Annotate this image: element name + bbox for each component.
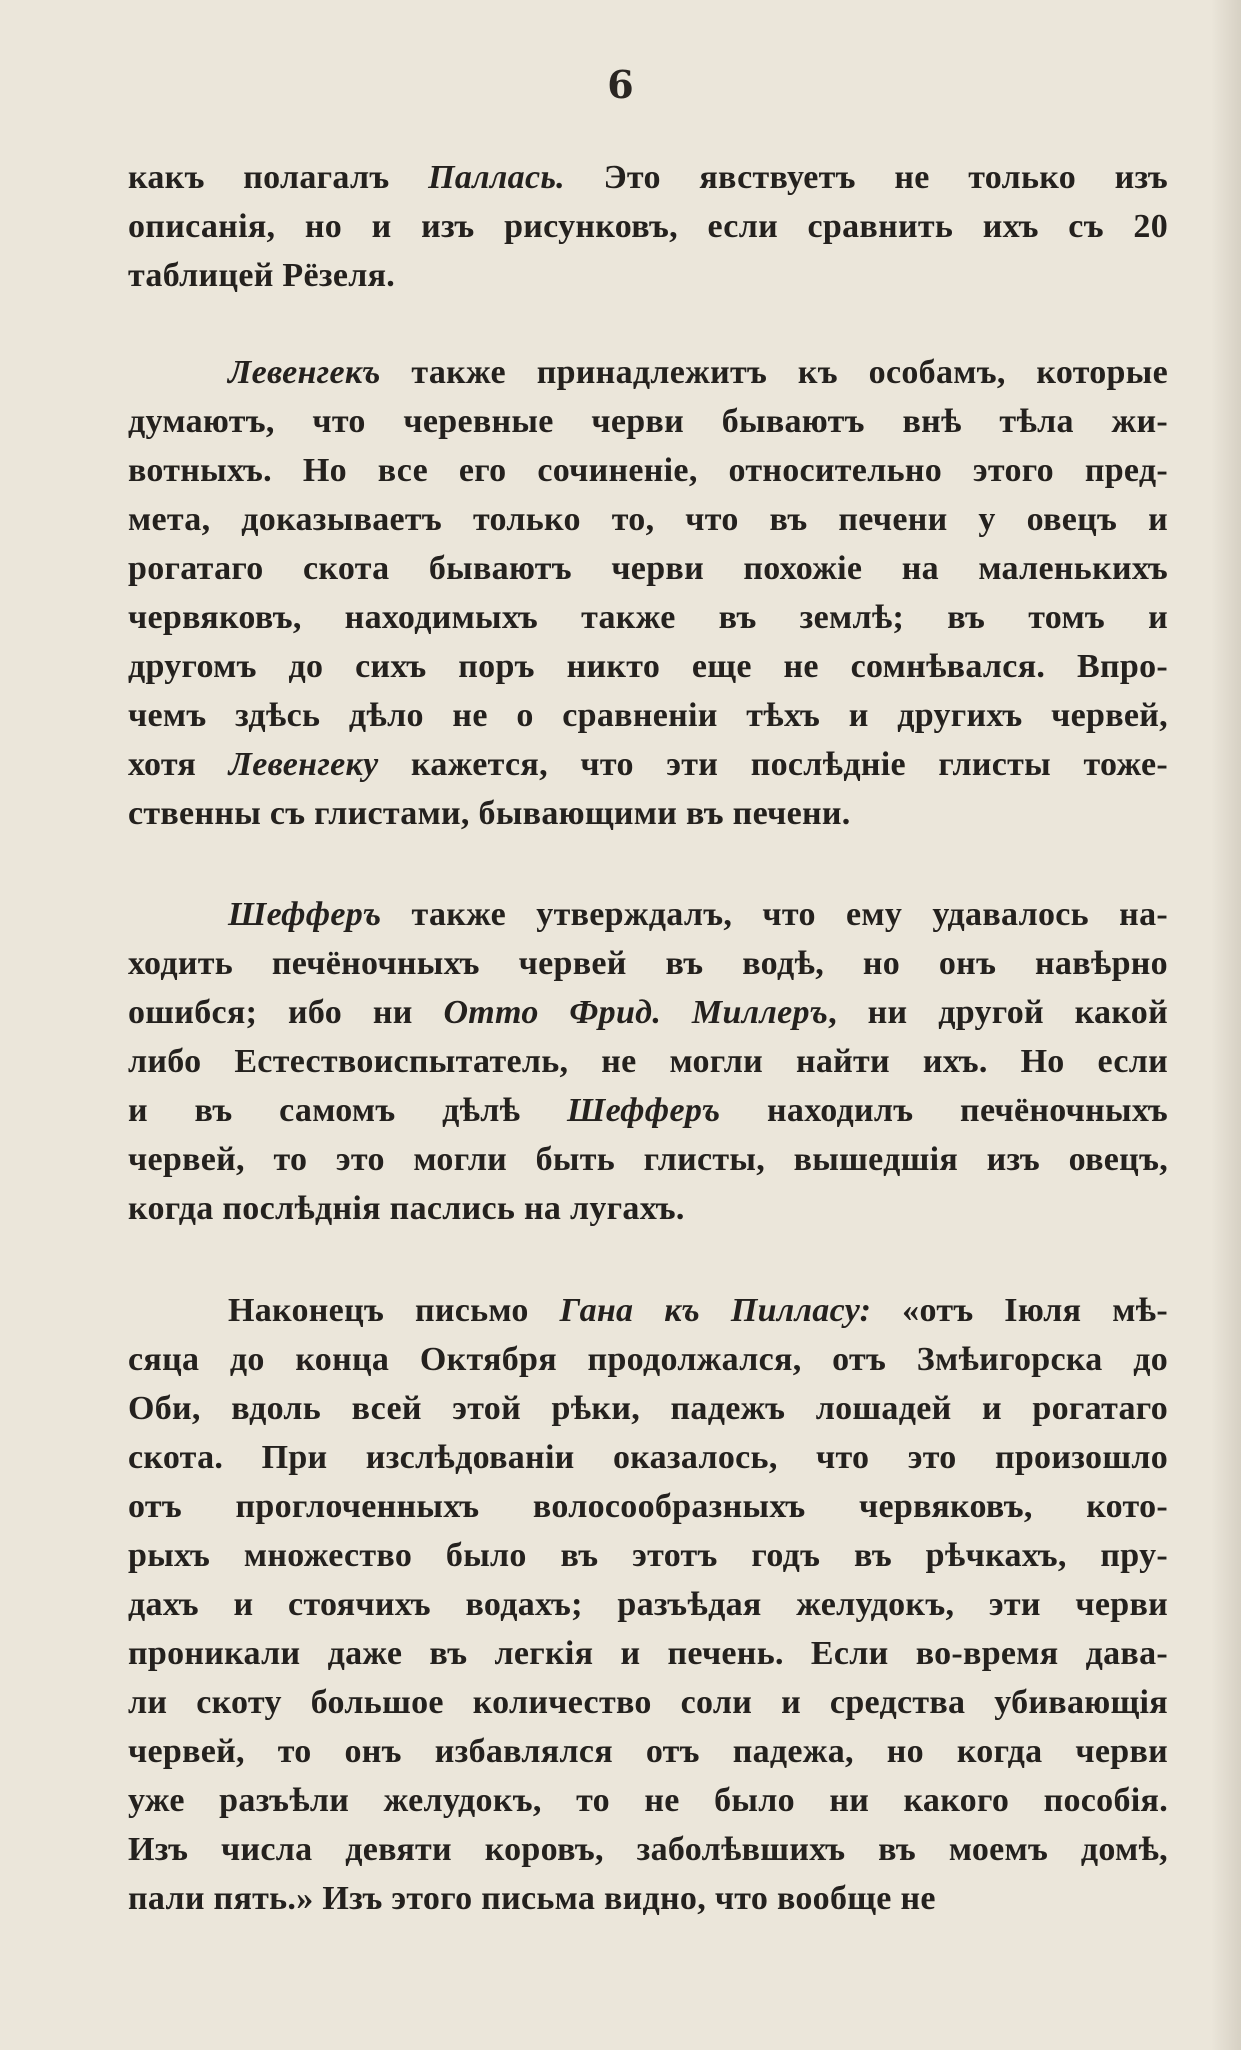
text-run: уже разъѣли желудокъ, то не было ни какого пособія. (128, 1782, 1168, 1819)
text-run: пали пять.» Изъ этого письма видно, что вообще не (128, 1880, 936, 1917)
text-run: червяковъ, находимыхъ также въ землѣ; въ томъ и (128, 599, 1168, 636)
text-run: ошибся; ибо ни (128, 994, 444, 1031)
text-run: также принадлежитъ къ особамъ, которые (380, 354, 1168, 391)
text-run: , ни другой какой (828, 994, 1168, 1031)
text-run: Это явствуетъ не только изъ (564, 159, 1168, 196)
italic-name: Шефферъ (228, 896, 382, 933)
text-line (128, 1776, 1168, 1825)
text-run: другомъ до сихъ поръ никто еще не сомнѣвался. Впро- (128, 648, 1168, 685)
text-run: рогатаго скота бываютъ черви похожіе на маленькихъ (128, 550, 1168, 587)
text-line (128, 1580, 1168, 1629)
text-run: отъ проглоченныхъ волосообразныхъ червяковъ, кото- (128, 1488, 1168, 1525)
italic-name: Отто Фрид. Миллеръ (443, 994, 829, 1031)
text-line (128, 1037, 1168, 1086)
text-run: рыхъ множество было въ этотъ годъ въ рѣчкахъ, пру- (128, 1537, 1168, 1574)
text-line (128, 1135, 1168, 1184)
italic-name: Левенгекъ (228, 354, 381, 391)
text-run: какъ полагалъ (128, 159, 429, 196)
text-run: дахъ и стоячихъ водахъ; разъѣдая желудокъ, эти черви (128, 1586, 1168, 1623)
text-run: мета, доказываетъ только то, что въ печени у овецъ и (128, 501, 1168, 538)
text-run: хотя (128, 746, 229, 783)
text-run: описанія, но и изъ рисунковъ, если сравнить ихъ съ 20 (128, 208, 1168, 245)
text-run: Изъ числа девяти коровъ, заболѣвшихъ въ моемъ домѣ, (128, 1831, 1168, 1868)
text-line (128, 153, 1168, 202)
text-line (128, 1184, 1168, 1233)
text-line (128, 544, 1168, 593)
text-line (128, 348, 1168, 397)
text-line (128, 446, 1168, 495)
text-run: проникали даже въ легкія и печень. Если во-время дава- (128, 1635, 1168, 1672)
text-line (128, 251, 1168, 300)
text-run: чемъ здѣсь дѣло не о сравненіи тѣхъ и другихъ червей, (128, 697, 1168, 734)
text-run: думаютъ, что черевные черви бываютъ внѣ тѣла жи- (128, 403, 1168, 440)
text-line (128, 1531, 1168, 1580)
text-line (128, 1629, 1168, 1678)
page-number: 6 (607, 62, 634, 107)
text-line (128, 988, 1168, 1037)
text-run: червей, то онъ избавлялся отъ падежа, но когда черви (128, 1733, 1168, 1770)
italic-name: Шефферъ (567, 1092, 721, 1129)
text-line (128, 1384, 1168, 1433)
paragraph-3 (128, 890, 1168, 1233)
text-line (128, 789, 1168, 838)
text-line (128, 202, 1168, 251)
italic-name: Левенгеку (228, 746, 379, 783)
text-run: находилъ печёночныхъ (720, 1092, 1168, 1129)
text-run: Оби, вдоль всей этой рѣки, падежъ лошадей и рогатаго (128, 1390, 1168, 1427)
paragraph-2 (128, 348, 1168, 838)
italic-name: Гана къ Пилласу: (559, 1292, 872, 1329)
text-run: «отъ Іюля мѣ- (871, 1292, 1168, 1329)
text-run: ли скоту большое количество соли и средства убивающія (128, 1684, 1168, 1721)
text-line (128, 593, 1168, 642)
text-line (128, 1482, 1168, 1531)
text-line (128, 1874, 1168, 1923)
text-line (128, 890, 1168, 939)
italic-name: Паллась. (428, 159, 565, 196)
text-line (128, 691, 1168, 740)
text-run: когда послѣднія паслись на лугахъ. (128, 1190, 685, 1227)
paragraph-4 (128, 1286, 1168, 1923)
text-line (128, 397, 1168, 446)
text-line (128, 1678, 1168, 1727)
text-run: и въ самомъ дѣлѣ (128, 1092, 568, 1129)
text-line (128, 495, 1168, 544)
text-line (128, 1086, 1168, 1135)
text-run: ходить печёночныхъ червей въ водѣ, но онъ навѣрно (128, 945, 1168, 982)
text-run: скота. При изслѣдованіи оказалось, что это произошло (128, 1439, 1168, 1476)
text-run: либо Естествоиспытатель, не могли найти ихъ. Но если (128, 1043, 1168, 1080)
text-line (128, 642, 1168, 691)
text-run: вотныхъ. Но все его сочиненіе, относительно этого пред- (128, 452, 1168, 489)
text-run: таблицей Рёзеля. (128, 257, 396, 294)
text-run: сяца до конца Октября продолжался, отъ Змѣигорска до (128, 1341, 1168, 1378)
page-edge-shadow (1211, 0, 1241, 2050)
text-line (128, 1286, 1168, 1335)
paragraph-1 (128, 153, 1168, 300)
text-run: кажется, что эти послѣдніе глисты тоже- (378, 746, 1169, 783)
text-run: Наконецъ письмо (228, 1292, 560, 1329)
text-run: также утверждалъ, что ему удавалось на- (381, 896, 1168, 933)
text-line (128, 1433, 1168, 1482)
text-line (128, 1727, 1168, 1776)
text-run: червей, то это могли быть глисты, вышедшія изъ овецъ, (128, 1141, 1168, 1178)
text-line (128, 1825, 1168, 1874)
text-line (128, 1335, 1168, 1384)
text-line (128, 939, 1168, 988)
text-run: ственны съ глистами, бывающими въ печени. (128, 795, 851, 832)
text-line (128, 740, 1168, 789)
